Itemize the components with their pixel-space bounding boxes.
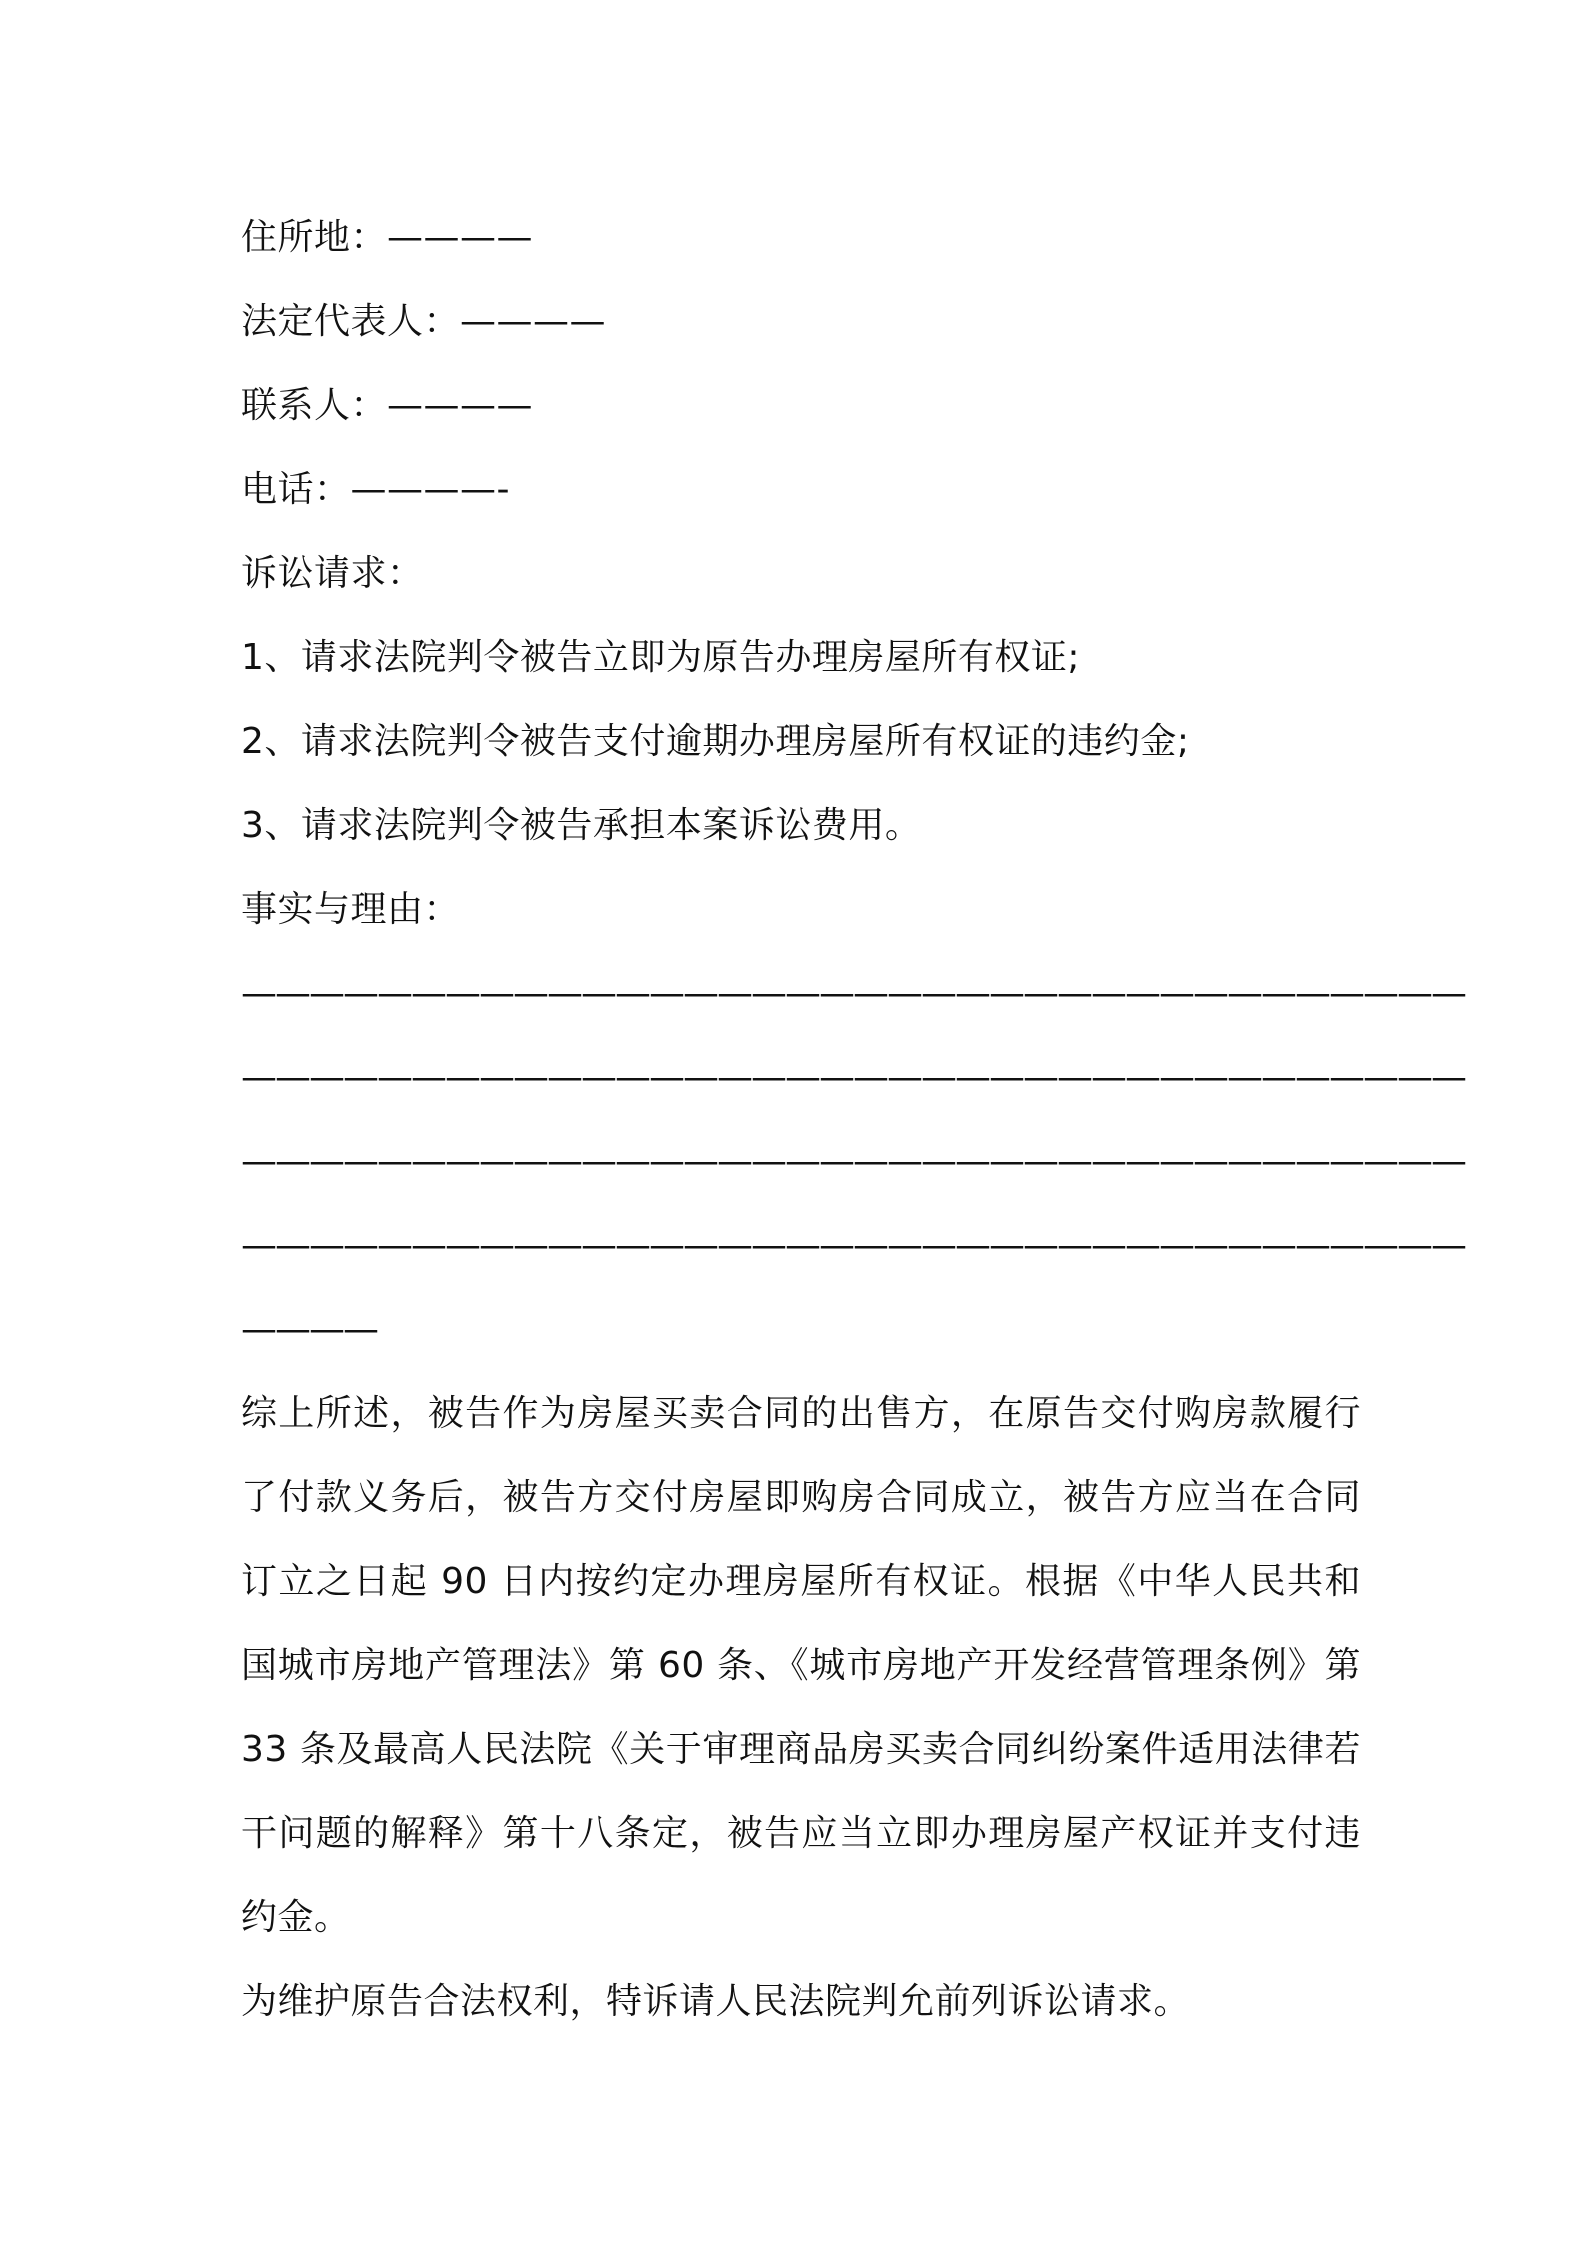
legal-representative-field: 法定代表人：———— [241,301,607,342]
contact-person-field: 联系人：———— [241,385,534,426]
facts-heading: 事实与理由： [241,889,461,930]
closing-paragraph: 为维护原告合法权利，特诉请人民法院判允前列诉讼请求。 [241,1981,1191,2022]
blank-fill-line-5: ———— [241,1309,377,1350]
blank-fill-line-3: ———————————————————————————————————— [241,1141,1465,1182]
claims-heading: 诉讼请求： [241,553,424,594]
summary-paragraph: 综上所述，被告作为房屋买卖合同的出售方，在原告交付购房款履行了付款义务后，被告方交付房屋即购房合同成立，被告方应当在合同订立之日起 90 日内按约定办理房屋所有权证。根据《中华人民共和国城市房地产管理法》第 60 条、《城市房地产开发经营管理条例》第 33 条及最高人民法院《关于审理商品房买卖合同纠纷案件适用法律若干问题的解释》第十八条定，被告应当立即办理房屋产权证并支付违约金。 [241,1393,1361,1938]
blank-fill-line-2: ———————————————————————————————————— [241,1057,1465,1098]
blank-fill-line-4: ———————————————————————————————————— [241,1225,1465,1266]
document-body [241,196,1465,2044]
address-field: 住所地：———— [241,217,534,258]
blank-fill-line-1: ———————————————————————————————————— [241,973,1465,1014]
claim-item-2: 2、请求法院判令被告支付逾期办理房屋所有权证的违约金; [241,721,1190,762]
claim-item-1: 1、请求法院判令被告立即为原告办理房屋所有权证; [241,637,1081,678]
phone-field: 电话：————- [241,469,510,510]
claim-item-3: 3、请求法院判令被告承担本案诉讼费用。 [241,805,922,846]
